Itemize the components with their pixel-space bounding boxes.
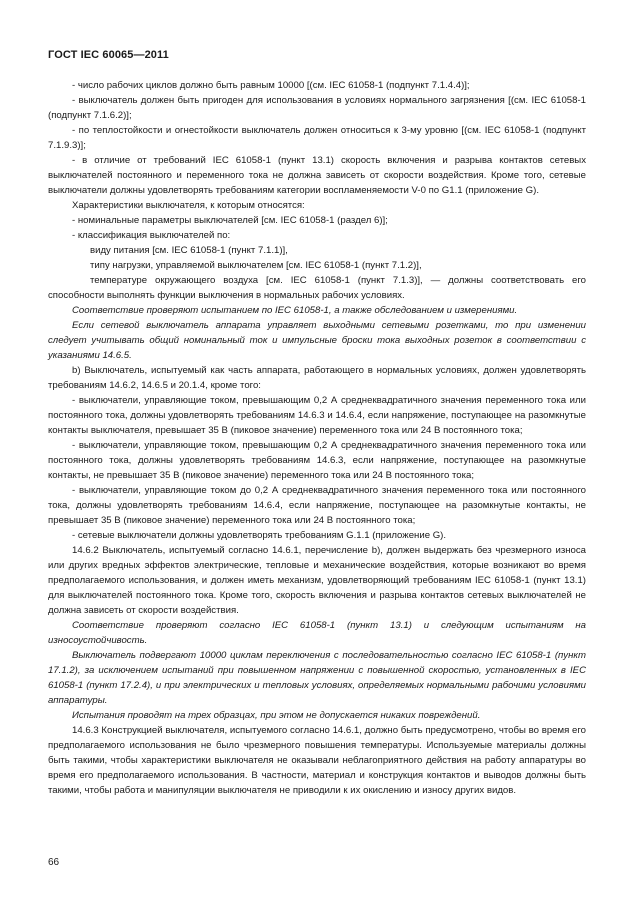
paragraph: Испытания проводят на трех образцах, при этом не допускается никаких повреждений. [72, 710, 481, 721]
paragraph: - выключатель должен быть пригоден для использования в условиях нормального загрязнения [(см. IEC 61058-1 (подпункт 7.1.6.2)]; [48, 95, 586, 121]
paragraph: - число рабочих циклов должно быть равным 10000 [(см. IEC 61058-1 (подпункт 7.1.4.4)]; [72, 80, 470, 91]
paragraph: Соответствие проверяют испытанием по IEC 61058-1, а также обследованием и измерениями. [72, 305, 518, 316]
paragraph: - сетевые выключатели должны удовлетворять требованиям G.1.1 (приложение G). [72, 530, 447, 541]
paragraph: Если сетевой выключатель аппарата управляет выходными сетевыми розетками, то при изменении следует учитывать общий номинальный ток и импульсные броски тока выходных розеток в соответствии с указаниями 14.6.5. [48, 320, 586, 361]
document-body [48, 78, 586, 798]
paragraph: - выключатели, управляющие током, превышающим 0,2 А среднеквадратичного значения переменного тока или постоянного тока, должны удовлетворять требованиям 14.6.3, если напряжение, поступающее на разомкнутые контакты, не превышает 35 В (пиковое значение) переменного тока или 24 В постоянного тока; [48, 440, 586, 481]
paragraph: 14.6.2 Выключатель, испытуемый согласно 14.6.1, перечисление b), должен выдержать без чрезмерного износа или других вредных эффектов электрические, тепловые и механические воздействия, которые возникают во время предполагаемого использования, и должен иметь механизм, удовлетворяющий требованиям IEC 61058-1 (пункт 13.1) для выключателей постоянного тока. Кроме того, скорость включения и разрыва контактов сетевых выключателей не должна зависеть от скорости воздействия. [48, 545, 586, 616]
page-number: 66 [48, 857, 60, 868]
paragraph: Характеристики выключателя, к которым относятся: [72, 200, 305, 211]
paragraph: температуре окружающего воздуха [см. IEC 61058-1 (пункт 7.1.3)], — должны соответствовать его способности выполнять функции выключения в нормальных рабочих условиях. [48, 275, 586, 301]
paragraph: - в отличие от требований IEC 61058-1 (пункт 13.1) скорость включения и разрыва контактов сетевых выключателей постоянного и переменного тока не должна зависеть от скорости воздействия. Кроме того, сетевые выключатели должны удовлетворять требованиям категории воспламеняемости V-0 по G1.1 (приложение G). [48, 155, 586, 196]
paragraph: - по теплостойкости и огнестойкости выключатель должен относиться к 3-му уровню [(см. IEC 61058-1 (подпункт 7.1.9.3)]; [48, 125, 586, 151]
paragraph: - классификация выключателей по: [72, 230, 231, 241]
paragraph: Выключатель подвергают 10000 циклам переключения с последовательностью согласно IEC 61058-1 (пункт 17.1.2), за исключением испытаний при повышенном напряжении с повышенной скоростью, установленных в IEC 61058-1 (пункт 17.2.4), и при электрических и тепловых условиях, определяемых нормальными рабочими условиями аппаратуры. [48, 650, 586, 706]
paragraph: типу нагрузки, управляемой выключателем [см. IEC 61058-1 (пункт 7.1.2)], [90, 260, 422, 271]
paragraph: - выключатели, управляющие током до 0,2 А среднеквадратичного значения переменного тока или постоянного тока, должны удовлетворять требованиям 14.6.4, если напряжение, поступающее на разомкнутые контакты, не превышает 35 В (пиковое значение) переменного тока или 24 В постоянного тока; [48, 485, 586, 526]
paragraph: Соответствие проверяют согласно IEC 61058-1 (пункт 13.1) и следующим испытаниям на износоустойчивость. [48, 620, 586, 646]
paragraph: виду питания [см. IEC 61058-1 (пункт 7.1.1)], [90, 245, 288, 256]
document-header: ГОСТ IEC 60065—2011 [48, 49, 169, 61]
paragraph: - номинальные параметры выключателей [см. IEC 61058-1 (раздел 6)]; [72, 215, 388, 226]
paragraph: - выключатели, управляющие током, превышающим 0,2 А среднеквадратичного значения переменного тока или постоянного тока, должны удовлетворять требованиям 14.6.3 и 14.6.4, если напряжение, поступающее на разомкнутые контакты выключателя, превышает 35 В (пиковое значение) переменного тока или 24 В постоянного тока; [48, 395, 586, 436]
paragraph: b) Выключатель, испытуемый как часть аппарата, работающего в нормальных условиях, должен удовлетворять требованиям 14.6.2, 14.6.5 и 20.1.4, кроме того: [48, 365, 586, 391]
paragraph: 14.6.3 Конструкцией выключателя, испытуемого согласно 14.6.1, должно быть предусмотрено, чтобы во время его предполагаемого использования не было чрезмерного повышения температуры. Используемые материалы должны быть такими, чтобы характеристики выключателя не оказывали неблагоприятного действия на работу аппаратуры во время его предполагаемого использования. В частности, материал и конструкция контактов и выводов должны быть такими, чтобы работа и манипуляции выключателя не приводили к их окислению и износу других видов. [48, 725, 586, 796]
